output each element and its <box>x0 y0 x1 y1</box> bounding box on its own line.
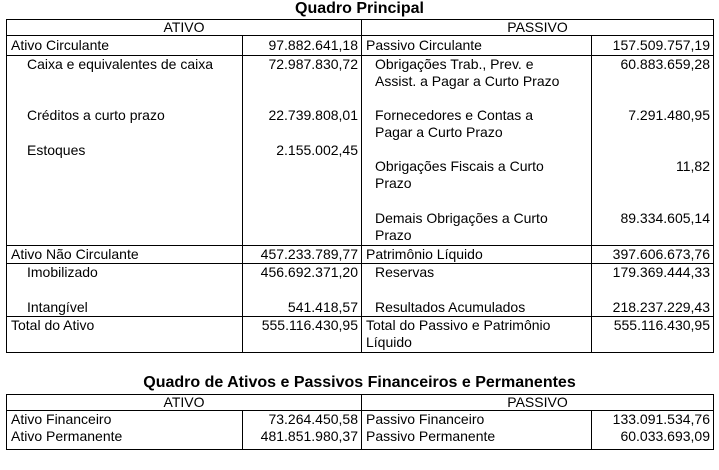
creditos-value: 22.739.808,01 <box>268 107 358 123</box>
obrig-fiscais-label: Obrigações Fiscais a Curto Prazo <box>375 158 544 191</box>
fin-ativo-values <box>243 411 362 450</box>
passivo-circulante-labels <box>362 36 592 246</box>
main-table-title: Quadro Principal <box>295 0 424 17</box>
reservas-label: Reservas <box>375 264 435 280</box>
passivo-permanente-label: Passivo Permanente <box>366 428 496 444</box>
intangivel-label: Intangível <box>27 299 88 315</box>
estoques-label: Estoques <box>27 142 86 158</box>
resultados-value: 218.237.229,43 <box>612 299 710 315</box>
ativo-nao-circulante-labels <box>7 246 243 317</box>
fornecedores-label: Fornecedores e Contas a Pagar a Curto Prazo <box>375 107 533 140</box>
imobilizado-value: 456.692.371,20 <box>260 264 358 280</box>
patrimonio-values <box>592 246 714 317</box>
ativo-permanente-label: Ativo Permanente <box>11 428 123 444</box>
total-ativo-value: 555.116.430,95 <box>243 317 362 353</box>
nao-circulante-block <box>7 246 714 317</box>
caixa-value: 72.987.830,72 <box>268 56 358 72</box>
fornecedores-value: 7.291.480,95 <box>628 107 710 123</box>
demais-obrig-value: 89.334.605,14 <box>620 210 710 226</box>
demais-obrig-label: Demais Obrigações a Curto Prazo <box>375 210 548 243</box>
passivo-circulante-label: Passivo Circulante <box>362 37 591 56</box>
resultados-label: Resultados Acumulados <box>375 299 526 315</box>
fin-passivo-labels <box>362 411 592 450</box>
ativo-circulante-value: 97.882.641,18 <box>243 37 361 56</box>
financial-table <box>6 394 714 450</box>
fin-body-row <box>7 411 714 450</box>
passivo-circulante-value: 157.509.757,19 <box>592 37 713 56</box>
passivo-circulante-values <box>592 36 714 246</box>
fin-header-ativo: ATIVO <box>7 395 362 411</box>
patrimonio-value: 397.606.673,76 <box>592 246 713 264</box>
passivo-financeiro-value: 133.091.534,76 <box>612 411 710 427</box>
reservas-value: 179.369.444,33 <box>612 264 710 280</box>
imobilizado-label: Imobilizado <box>27 264 98 280</box>
ativo-nao-circulante-label: Ativo Não Circulante <box>7 246 242 264</box>
totals-row <box>7 317 714 353</box>
total-ativo-label: Total do Ativo <box>7 317 243 353</box>
main-balance-table <box>6 19 714 353</box>
header-passivo: PASSIVO <box>362 20 714 36</box>
main-table-header-row <box>7 20 714 36</box>
ativo-financeiro-label: Ativo Financeiro <box>11 411 112 427</box>
obrig-fiscais-value: 11,82 <box>676 158 710 174</box>
header-ativo: ATIVO <box>7 20 362 36</box>
patrimonio-labels <box>362 246 592 317</box>
obrig-trab-value: 60.883.659,28 <box>620 56 710 72</box>
ativo-permanente-value: 481.851.980,37 <box>260 428 358 444</box>
passivo-permanente-value: 60.033.693,09 <box>620 428 710 444</box>
passivo-financeiro-label: Passivo Financeiro <box>366 411 485 427</box>
patrimonio-label: Patrimônio Líquido <box>362 246 591 264</box>
fin-passivo-values <box>592 411 714 450</box>
fin-table-title: Quadro de Ativos e Passivos Financeiros e Permanentes <box>143 374 576 391</box>
ativo-circulante-values <box>243 36 362 246</box>
ativo-circulante-labels <box>7 36 243 246</box>
ativo-nao-circulante-values <box>243 246 362 317</box>
estoques-value: 2.155.002,45 <box>276 142 358 158</box>
circulante-block <box>7 36 714 246</box>
caixa-label: Caixa e equivalentes de caixa <box>27 56 214 72</box>
obrig-trab-label: Obrigações Trab., Prev. e Assist. a Pagar a Curto Prazo <box>375 56 560 89</box>
creditos-label: Créditos a curto prazo <box>27 107 165 123</box>
ativo-circulante-label: Ativo Circulante <box>7 37 242 56</box>
ativo-financeiro-value: 73.264.450,58 <box>268 411 358 427</box>
fin-ativo-labels <box>7 411 243 450</box>
intangivel-value: 541.418,57 <box>287 299 358 315</box>
total-passivo-value: 555.116.430,95 <box>592 317 714 353</box>
fin-header-passivo: PASSIVO <box>362 395 714 411</box>
fin-table-header-row <box>7 395 714 411</box>
ativo-nao-circulante-value: 457.233.789,77 <box>243 246 361 264</box>
total-passivo-label: Total do Passivo e Patrimônio Líquido <box>362 317 592 353</box>
